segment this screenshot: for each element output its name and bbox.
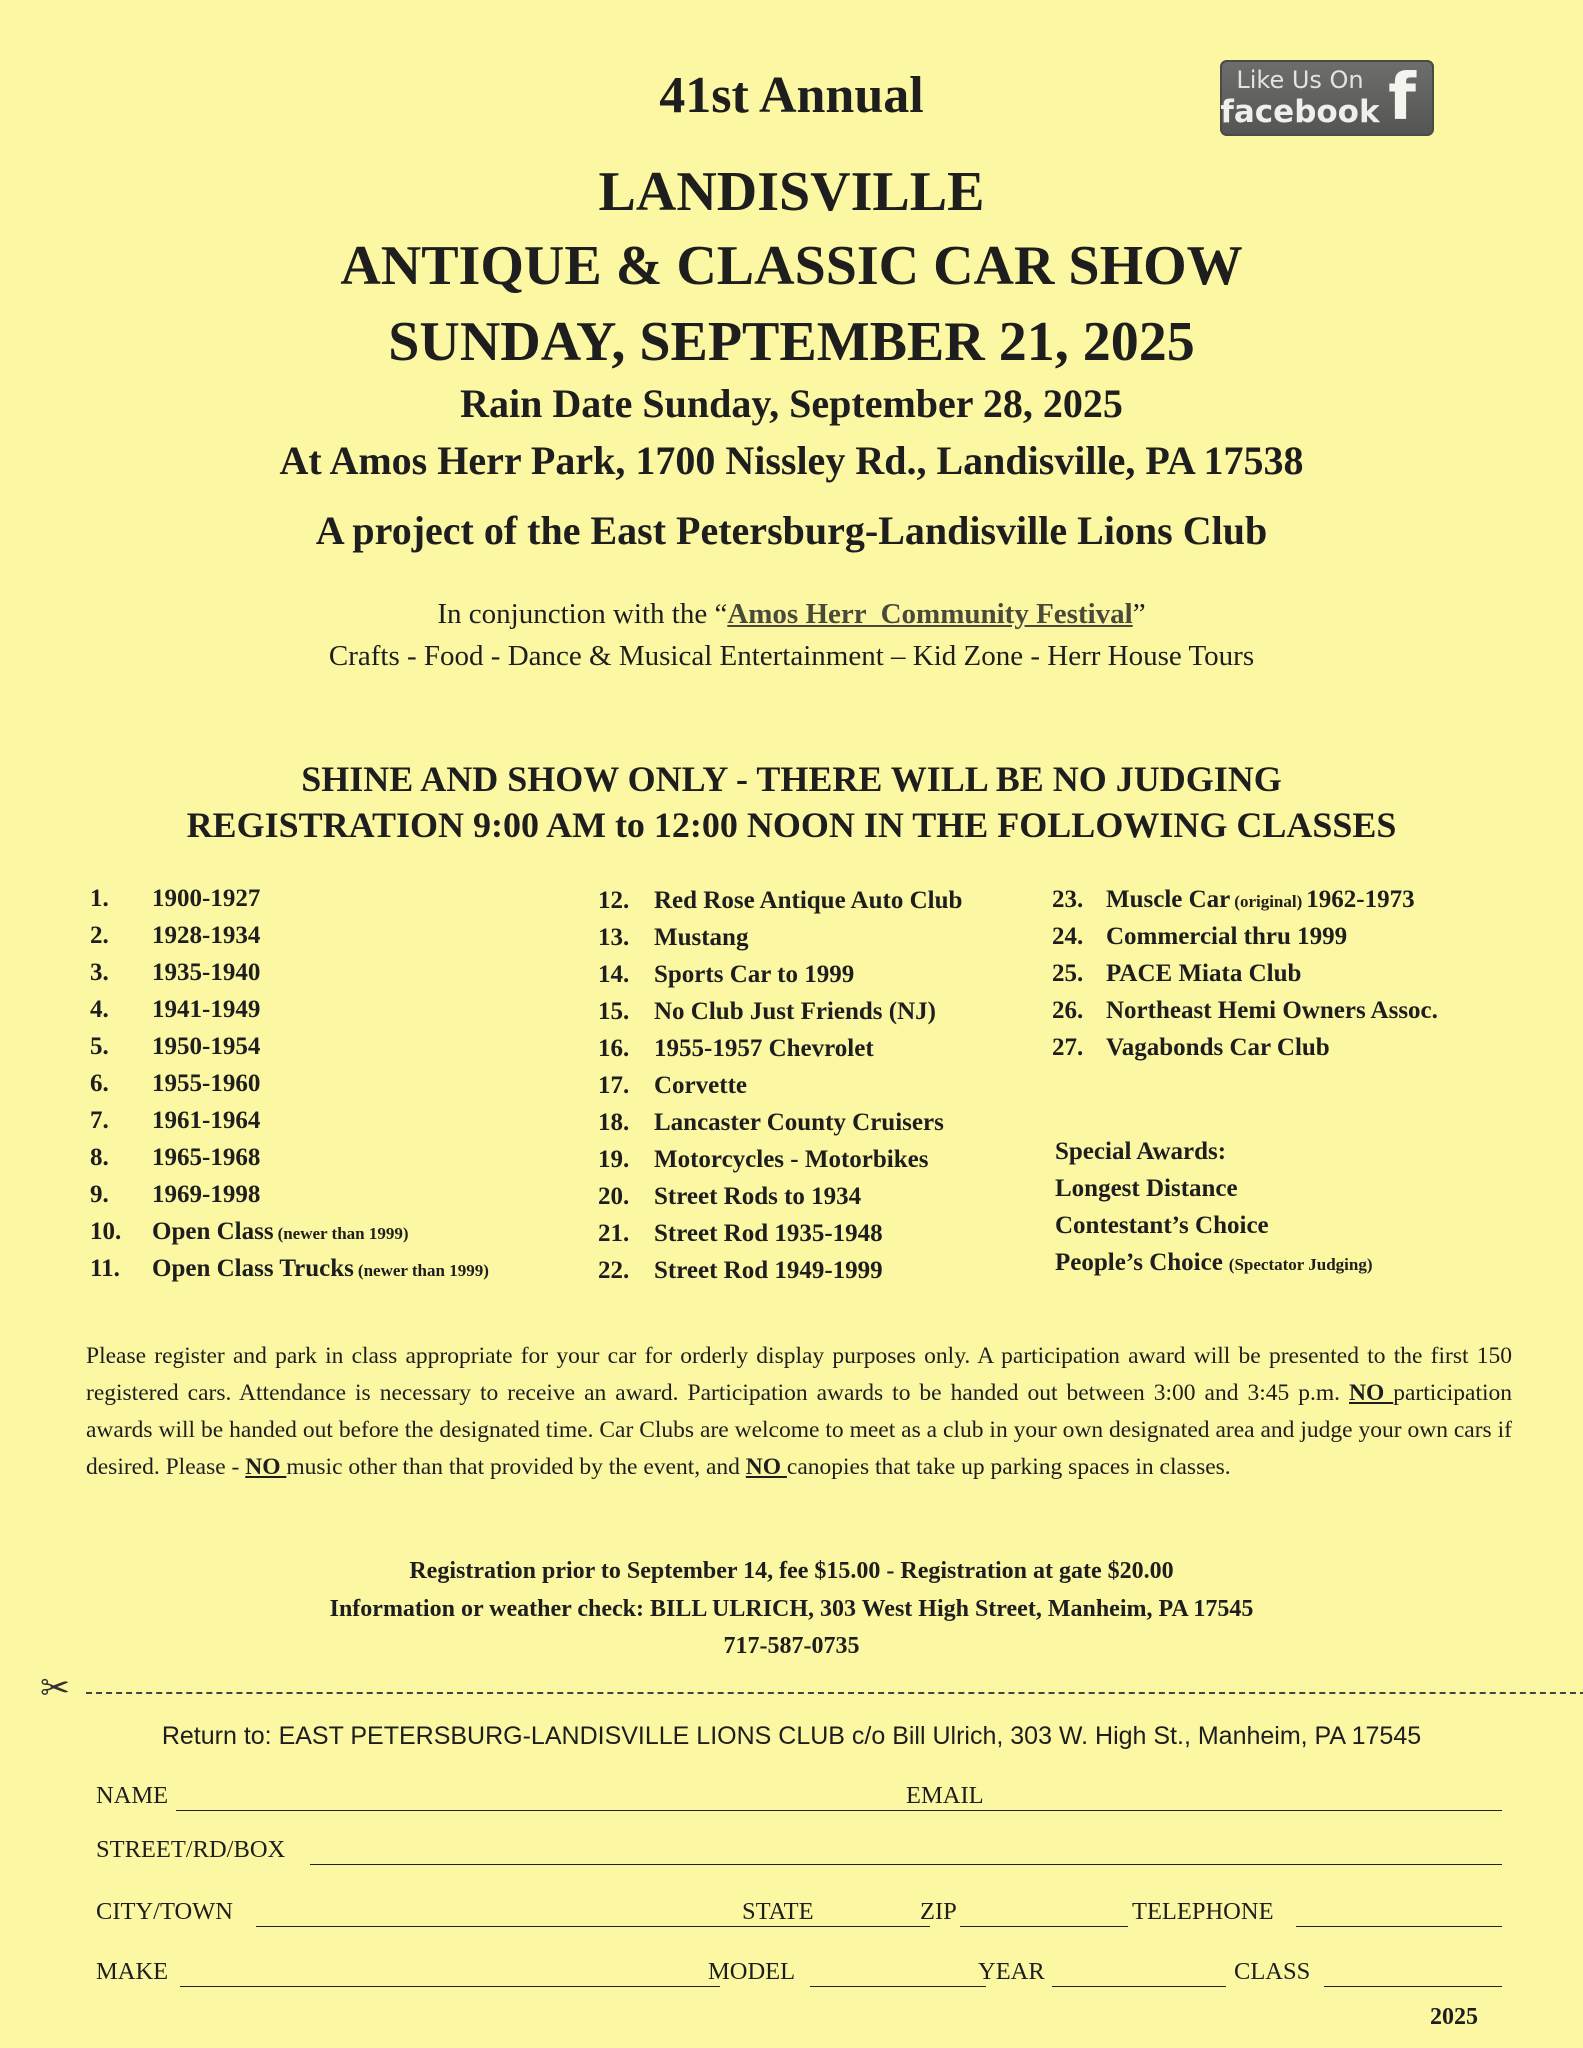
email-label: EMAIL [906,1782,984,1809]
class-name: 1900-1927 [152,885,261,912]
no-emphasis-2: NO [245,1454,287,1480]
class-item [90,1250,489,1287]
class-number: 14. [598,961,630,988]
class-number: 26. [1052,997,1084,1024]
class-number: 15. [598,998,630,1025]
festival-activities: Crafts - Food - Dance & Musical Entertainment – Kid Zone - Herr House Tours [328,640,1255,672]
registration-fees: Registration prior to September 14, fee $15.00 - Registration at gate $20.00 [409,1558,1174,1584]
class-item [598,993,962,1030]
class-number: 9. [90,1181,109,1208]
award-name: Contestant’s Choice [1055,1212,1269,1239]
scissors-icon: ✂ [40,1668,71,1709]
cut-line [40,1668,1544,1709]
class-item [90,917,489,954]
special-award-item [1055,1207,1373,1244]
facebook-brand-text: facebook [1220,94,1380,130]
class-number: 20. [598,1183,630,1210]
form-row-city [96,1898,1506,1932]
award-note: (Spectator Judging) [1228,1255,1373,1274]
class-name: Open Class Trucks [152,1255,354,1282]
class-item [598,919,962,956]
event-date: SUNDAY, SEPTEMBER 21, 2025 [388,311,1195,373]
class-number: 10. [90,1218,122,1245]
special-awards-heading: Special Awards: [1055,1138,1227,1165]
class-number: 25. [1052,960,1084,987]
class-item [90,880,489,917]
facebook-like-badge[interactable] [1220,60,1434,136]
email-field[interactable] [994,1782,1502,1811]
class-item [90,1213,489,1250]
year-stamp: 2025 [1430,2004,1478,2030]
class-name: No Club Just Friends (NJ) [654,998,936,1025]
class-name: Street Rod 1935-1948 [654,1220,883,1247]
class-number: 22. [598,1257,630,1284]
telephone-field[interactable] [1296,1898,1502,1927]
class-item [598,956,962,993]
make-field[interactable] [180,1958,720,1987]
info-text-3: music other than that provided by the event, and [286,1454,746,1480]
class-item [598,1030,962,1067]
class-item [598,1141,962,1178]
class-number: 2. [90,922,109,949]
class-name: 1965-1968 [152,1144,261,1171]
class-number: 19. [598,1146,630,1173]
class-name: 1969-1998 [152,1181,261,1208]
annual-heading: 41st Annual [659,67,924,124]
year-field[interactable] [1052,1958,1226,1987]
class-item [90,1102,489,1139]
street-label: STREET/RD/BOX [96,1836,286,1863]
name-label: NAME [96,1782,169,1809]
class-name: Vagabonds Car Club [1106,1034,1330,1061]
class-name: 1961-1964 [152,1107,261,1134]
make-label: MAKE [96,1958,169,1985]
class-years: 1962-1973 [1306,886,1415,913]
class-name: Street Rods to 1934 [654,1183,862,1210]
info-text-1: Please register and park in class appropriate for your car for orderly display purposes only. A participation award will be presented to the first 150 registered cars. Attendance is necessary to receive an award. Participation awards to be handed out between 3:00 and 3:45 p.m. [86,1343,1512,1406]
class-item [90,1065,489,1102]
form-row-street [96,1836,1506,1870]
class-field[interactable] [1324,1958,1502,1987]
class-item [90,1176,489,1213]
return-address: Return to: EAST PETERSBURG-LANDISVILLE LIONS CLUB c/o Bill Ulrich, 303 W. High St., Manheim, PA 17545 [161,1722,1422,1750]
festival-prefix: In conjunction with the “ [437,598,728,630]
classes-column-2 [598,882,962,1289]
award-name: Longest Distance [1055,1175,1238,1202]
class-item [1052,881,1438,918]
class-name: Street Rod 1949-1999 [654,1257,883,1284]
class-item [598,882,962,919]
class-number: 18. [598,1109,630,1136]
event-location: At Amos Herr Park, 1700 Nissley Rd., Landisville, PA 17538 [279,438,1304,483]
class-number: 17. [598,1072,630,1099]
class-item [1052,1029,1438,1066]
class-number: 21. [598,1220,630,1247]
class-number: 4. [90,996,109,1023]
class-number: 16. [598,1035,630,1062]
class-item [598,1215,962,1252]
state-label: STATE [742,1898,814,1925]
registration-hours: REGISTRATION 9:00 AM to 12:00 NOON IN THE FOLLOWING CLASSES [186,805,1397,845]
class-number: 13. [598,924,630,951]
class-name: Commercial thru 1999 [1106,923,1348,950]
festival-suffix: ” [1132,598,1146,630]
class-number: 3. [90,959,109,986]
street-field[interactable] [310,1836,1502,1865]
classes-column-1 [90,880,489,1287]
class-name: Sports Car to 1999 [654,961,855,988]
festival-link[interactable]: Amos Herr Community Festival [727,598,1133,630]
form-row-name [96,1782,1506,1816]
info-paragraph [86,1338,1512,1486]
class-item [598,1067,962,1104]
no-emphasis-3: NO [745,1454,787,1480]
special-award-item [1055,1244,1373,1281]
class-item [90,954,489,991]
class-name: PACE Miata Club [1106,960,1302,987]
special-award-item [1055,1170,1373,1207]
info-text-4: canopies that take up parking spaces in classes. [786,1454,1231,1480]
class-note: (original) [1234,892,1303,911]
classes-column-3 [1052,881,1438,1066]
zip-label: ZIP [920,1898,957,1925]
class-name: Open Class [152,1218,274,1245]
class-number: 7. [90,1107,109,1134]
class-name: Northeast Hemi Owners Assoc. [1106,997,1438,1024]
class-name: Lancaster County Cruisers [654,1109,944,1136]
class-number: 12. [598,887,630,914]
class-number: 1. [90,885,109,912]
no-emphasis-1: NO [1349,1380,1394,1406]
class-name: Mustang [654,924,749,951]
festival-line [0,598,1583,631]
class-item [598,1104,962,1141]
info-text-2: participation awards will be handed out before the designated time. Car Clubs are welcome to meet as a club in your own designated area and judge your own cars if desired. Please - [86,1380,1513,1480]
city-label: CITY/TOWN [96,1898,233,1925]
class-name: 1950-1954 [152,1033,261,1060]
class-number: 8. [90,1144,109,1171]
class-item [90,991,489,1028]
contact-phone: 717-587-0735 [723,1633,860,1659]
class-name: Muscle Car [1106,886,1231,913]
name-field[interactable] [176,1782,1000,1811]
class-number: 5. [90,1033,109,1060]
class-name: 1941-1949 [152,996,261,1023]
facebook-like-text: Like Us On [1236,66,1364,94]
class-note: (newer than 1999) [357,1261,489,1280]
class-name: 1955-1960 [152,1070,261,1097]
class-item [598,1252,962,1289]
class-number: 24. [1052,923,1084,950]
class-item [90,1139,489,1176]
class-number: 11. [90,1255,120,1282]
class-name: 1935-1940 [152,959,261,986]
class-number: 6. [90,1070,109,1097]
model-field[interactable] [810,1958,986,1987]
facebook-f-icon: f [1388,61,1416,135]
show-title: ANTIQUE & CLASSIC CAR SHOW [340,235,1243,297]
project-line: A project of the East Petersburg-Landisville Lions Club [315,508,1268,553]
dashed-cut-line [86,1692,1583,1694]
class-item [598,1178,962,1215]
class-number: 27. [1052,1034,1084,1061]
special-awards [1055,1133,1373,1281]
state-field[interactable] [834,1898,930,1927]
rain-date: Rain Date Sunday, September 28, 2025 [460,381,1123,426]
class-name: 1928-1934 [152,922,261,949]
form-row-vehicle [96,1958,1506,1992]
class-label: CLASS [1234,1958,1311,1985]
zip-field[interactable] [960,1898,1128,1927]
no-judging-notice: SHINE AND SHOW ONLY - THERE WILL BE NO JUDGING [301,759,1282,799]
class-name: Corvette [654,1072,747,1099]
town-heading: LANDISVILLE [598,161,985,223]
contact-info: Information or weather check: BILL ULRICH, 303 West High Street, Manheim, PA 17545 [329,1596,1254,1622]
award-name: People’s Choice [1055,1249,1223,1276]
class-item [1052,918,1438,955]
model-label: MODEL [708,1958,796,1985]
class-name: Motorcycles - Motorbikes [654,1146,929,1173]
class-note: (newer than 1999) [277,1224,409,1243]
class-name: 1955-1957 Chevrolet [654,1035,874,1062]
telephone-label: TELEPHONE [1132,1898,1274,1925]
class-number: 23. [1052,886,1084,913]
class-name: Red Rose Antique Auto Club [654,887,963,914]
year-label: YEAR [978,1958,1045,1985]
class-item [1052,955,1438,992]
class-item [90,1028,489,1065]
class-item [1052,992,1438,1029]
